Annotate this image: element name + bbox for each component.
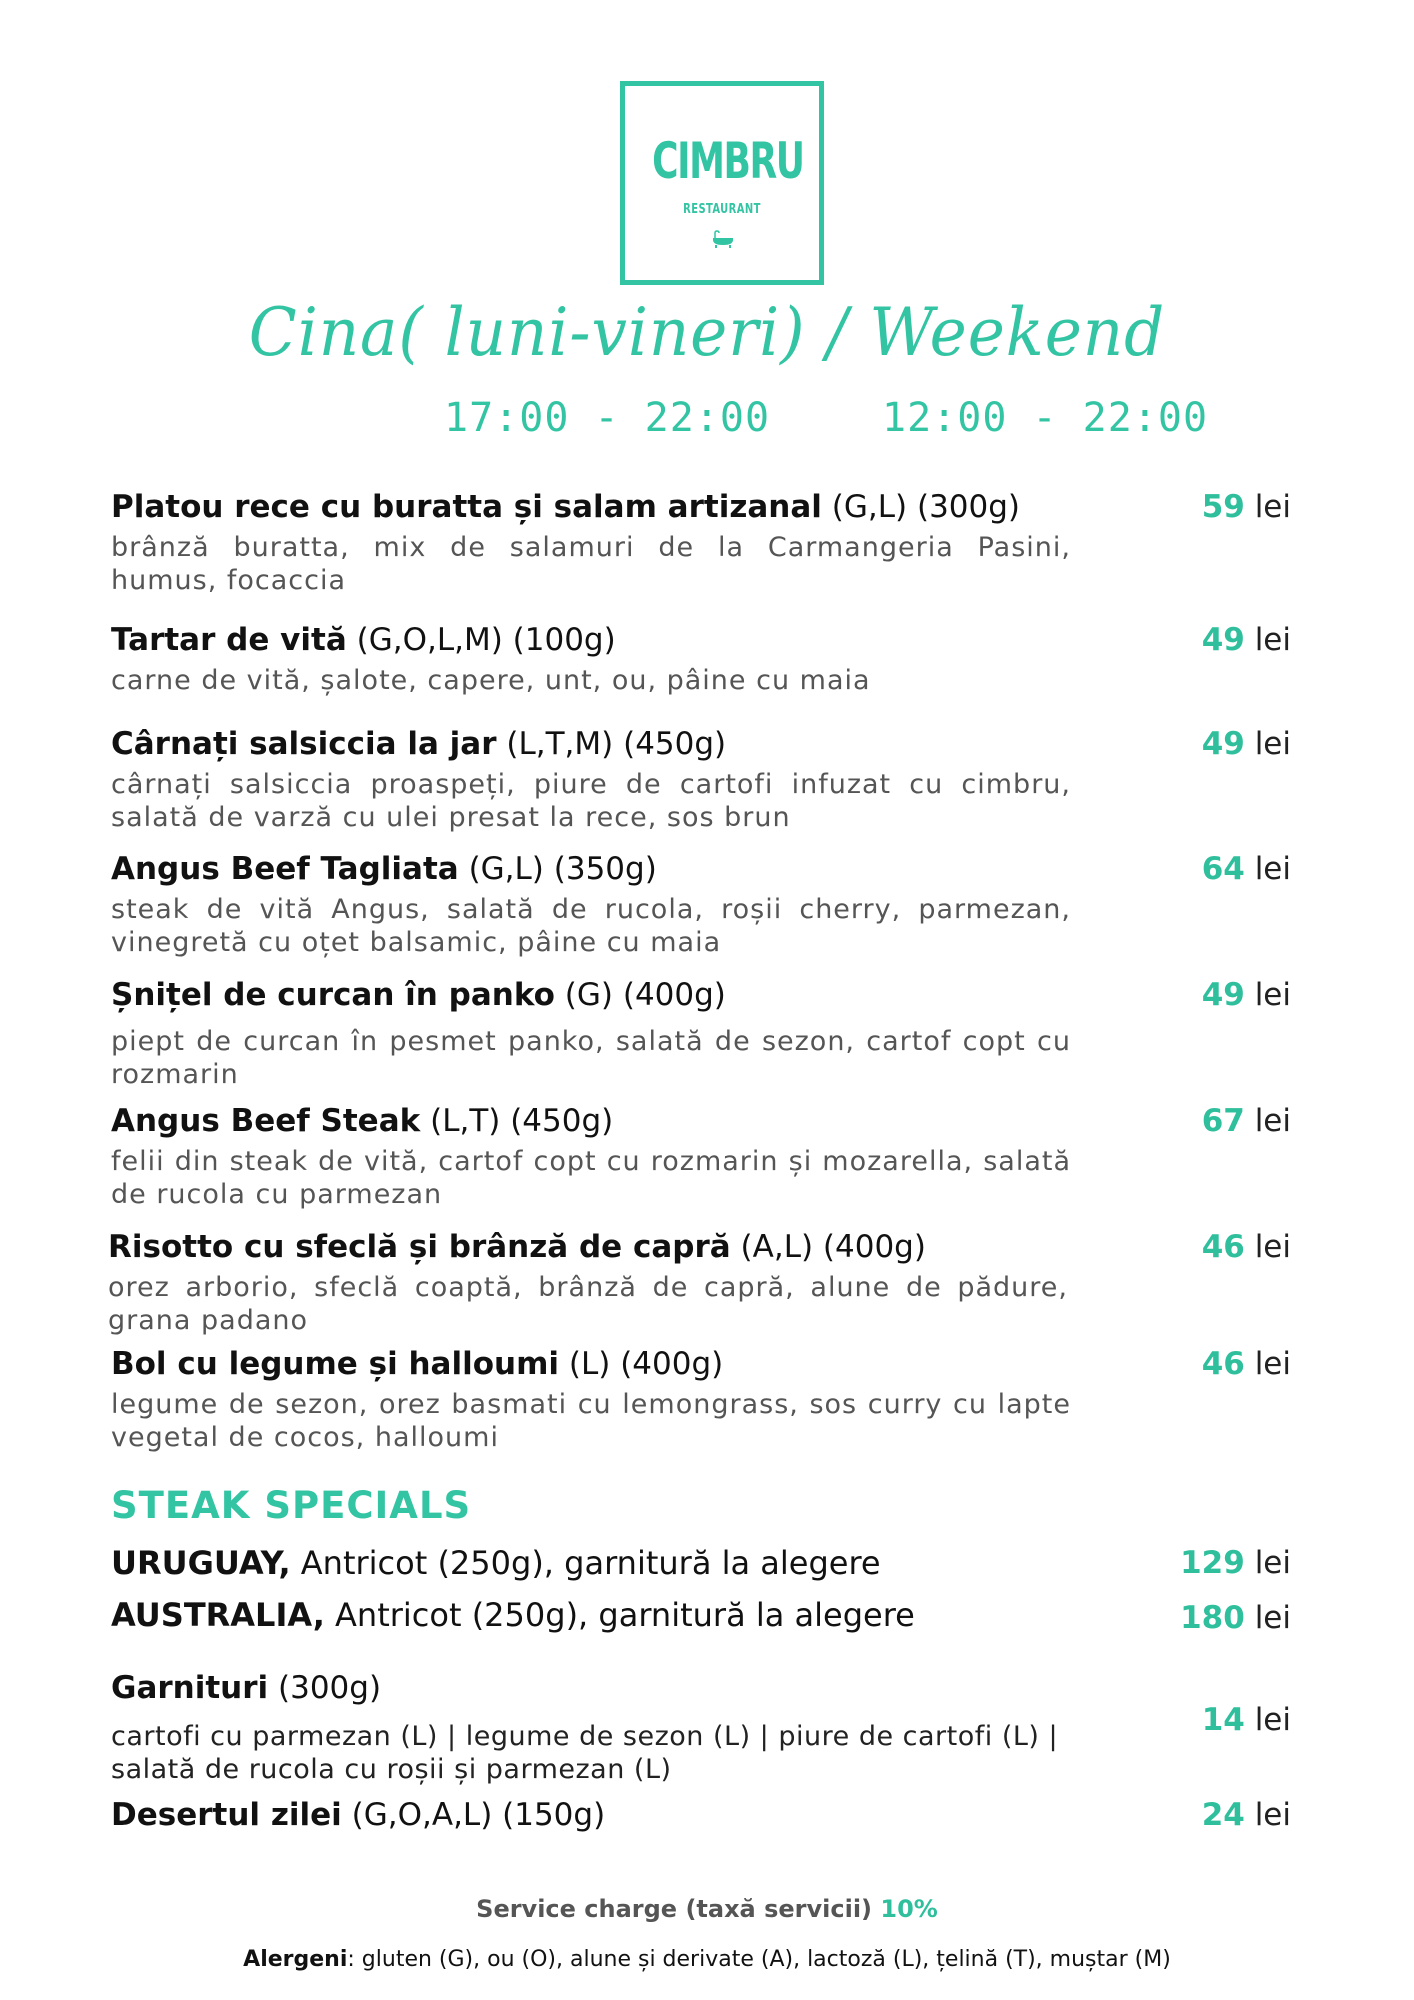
item-details: Antricot (250g), garnitură la alegere [300,1544,881,1582]
item-details: (L,T,M) (450g) [506,726,727,762]
menu-item [111,724,1291,834]
item-details: (L) (400g) [568,1346,724,1382]
price-value: 180 [1180,1600,1245,1636]
item-description: brânză buratta, mix de salamuri de la Carmangeria Pasini, humus, focaccia [111,532,1071,596]
service-label: Service charge (taxă servicii) [476,1895,873,1923]
price-currency: lei [1254,1600,1291,1636]
item-name: Angus Beef Tagliata [111,851,459,887]
steak-item [111,1595,1291,1635]
item-description: legume de sezon, orez basmati cu lemongrass, sos curry cu lapte vegetal de cocos, halloumi [111,1389,1071,1453]
item-description: cârnați salsiccia proaspeți, piure de cartofi infuzat cu cimbru, salată de varză cu ulei presat la rece, sos brun [111,769,1071,833]
price-value: 129 [1180,1545,1245,1581]
item-details: (L,T) (450g) [430,1103,614,1139]
item-price [1202,849,1291,889]
weekday-hours: 17:00 - 22:00 [444,395,771,441]
price-value: 67 [1201,1103,1245,1139]
allergens-text: : gluten (G), ou (O), alune și derivate (A), lactoză (L), țelină (T), muștar (M) [347,1947,1171,1972]
price-value: 59 [1201,489,1245,525]
item-name: Platou rece cu buratta și salam artizanal [111,489,822,525]
logo-name: CIMBRU [652,132,804,190]
item-price [1202,487,1291,527]
item-price [1202,1227,1291,1267]
item-name: Bol cu legume și halloumi [111,1346,560,1382]
steak-item [111,1543,1291,1583]
item-name: Șnițel de curcan în panko [111,977,555,1013]
price-currency: lei [1254,1103,1291,1139]
item-name: Risotto cu sfeclă și brânză de capră [108,1229,731,1265]
service-charge [0,1895,1414,1923]
price-currency: lei [1254,977,1291,1013]
logo-subtitle: RESTAURANT [683,202,761,217]
item-price [1202,620,1291,660]
menu-title: Cina( luni-vineri) / Weekend [248,294,1166,371]
item-price [1202,1344,1291,1384]
allergens-label: Alergeni [243,1947,348,1972]
item-details: Antricot (250g), garnitură la alegere [335,1596,915,1634]
item-description: steak de vită Angus, salată de rucola, roșii cherry, parmezan, vinegretă cu oțet balsamic, pâine cu maia [111,894,1071,958]
menu-item [111,620,1291,697]
service-value: 10% [880,1895,938,1923]
sides-item [111,1668,1291,1786]
price-value: 46 [1201,1229,1245,1265]
item-description: piept de curcan în pesmet panko, salată de sezon, cartof copt cu rozmarin [111,1026,1071,1090]
price-currency: lei [1254,1797,1291,1833]
price-currency: lei [1254,489,1291,525]
price-currency: lei [1254,1229,1291,1265]
weekend-hours: 12:00 - 22:00 [882,395,1209,441]
item-name: URUGUAY, [111,1544,291,1582]
item-details: (G,L) (350g) [468,851,657,887]
item-description: orez arborio, sfeclă coaptă, brânză de capră, alune de pădure, grana padano [108,1272,1068,1336]
price-currency: lei [1254,726,1291,762]
dessert-item [111,1795,1291,1835]
item-details: (300g) [278,1670,382,1706]
item-description: cartofi cu parmezan (L) | legume de sezon (L) | piure de cartofi (L) | salată de rucola cu roșii și parmezan (L) [111,1721,1059,1785]
price-currency: lei [1254,1702,1291,1738]
item-details: (G,O,A,L) (150g) [351,1797,606,1833]
price-currency: lei [1254,622,1291,658]
item-details: (G) (400g) [564,977,726,1013]
item-name: Garnituri [111,1670,269,1706]
price-value: 46 [1201,1346,1245,1382]
item-details: (A,L) (400g) [740,1229,926,1265]
item-name: Tartar de vită [111,622,347,658]
item-name: Desertul zilei [111,1797,342,1833]
price-currency: lei [1254,851,1291,887]
restaurant-logo [620,81,824,285]
menu-item [111,1101,1291,1211]
item-name: Cârnați salsiccia la jar [111,726,497,762]
menu-item [111,487,1291,597]
price-value: 64 [1201,851,1245,887]
item-price [1202,975,1291,1015]
item-description: felii din steak de vită, cartof copt cu rozmarin și mozarella, salată de rucola cu parmezan [111,1146,1071,1210]
item-price [1202,1795,1291,1835]
price-currency: lei [1254,1545,1291,1581]
item-price [1202,1101,1291,1141]
menu-item [111,849,1291,959]
item-name: Angus Beef Steak [111,1103,421,1139]
menu-item [111,975,1291,1091]
item-price [1202,1700,1291,1740]
item-price [1180,1598,1291,1638]
menu-item [108,1227,1288,1337]
price-value: 24 [1201,1797,1245,1833]
item-description: carne de vită, șalote, capere, unt, ou, pâine cu maia [111,665,871,696]
item-price [1202,724,1291,764]
price-value: 49 [1201,726,1245,762]
bathtub-icon [711,229,735,249]
item-details: (G,O,L,M) (100g) [356,622,616,658]
item-name: AUSTRALIA, [111,1596,325,1634]
allergens-note [0,1947,1414,1972]
item-details: (G,L) (300g) [831,489,1021,525]
menu-item [111,1344,1291,1454]
price-value: 49 [1201,622,1245,658]
price-currency: lei [1254,1346,1291,1382]
item-price [1180,1543,1291,1583]
price-value: 14 [1201,1702,1245,1738]
price-value: 49 [1201,977,1245,1013]
section-title: STEAK SPECIALS [111,1484,472,1527]
